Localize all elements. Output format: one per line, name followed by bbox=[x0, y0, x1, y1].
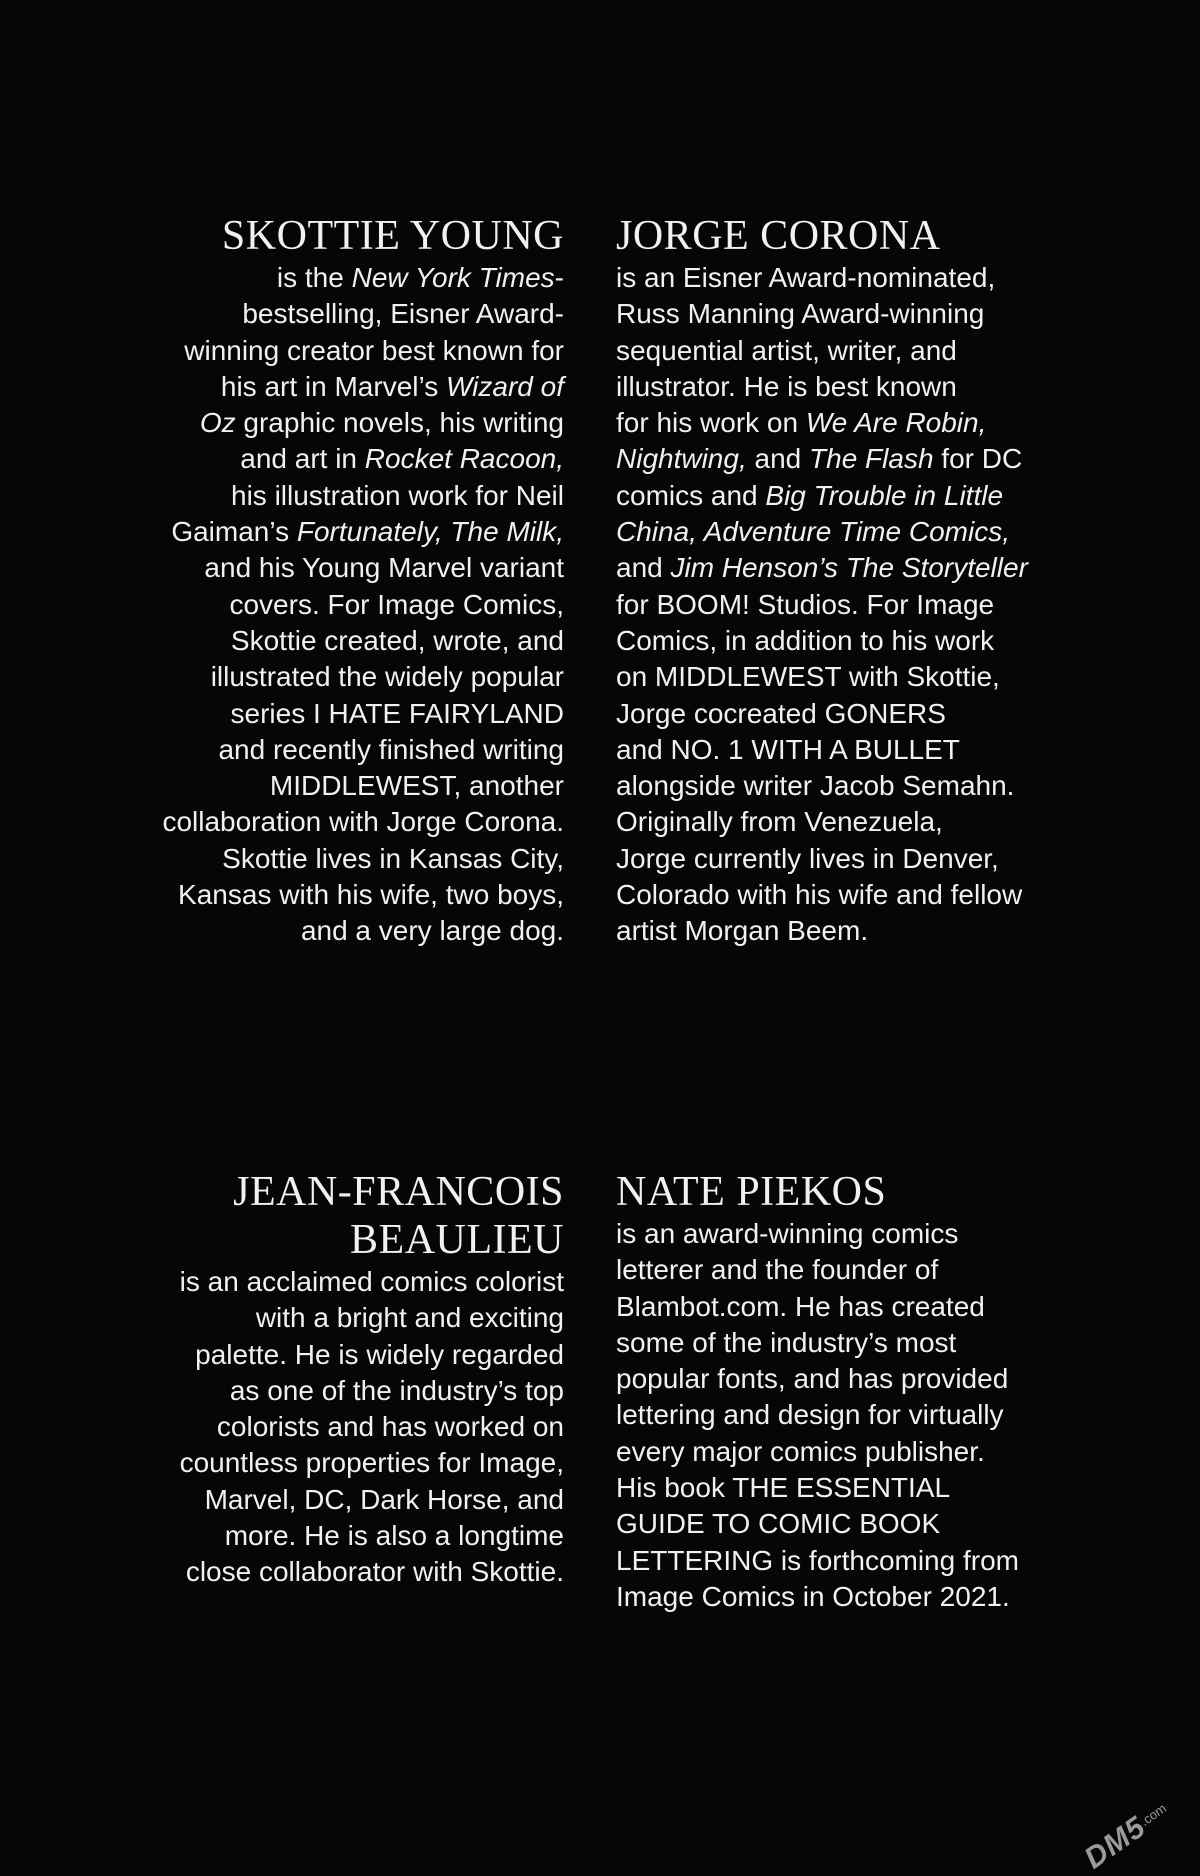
bio-line: his art in Marvel’s Wizard of bbox=[220, 370, 564, 402]
bio-line: lettering and design for virtually bbox=[616, 1399, 1004, 1431]
bio-line: with a bright and exciting bbox=[255, 1302, 564, 1334]
bio-line: Skottie created, wrote, and bbox=[230, 624, 564, 656]
bio-text bbox=[616, 1216, 1076, 1615]
bio-line: illustrated the widely popular bbox=[210, 661, 564, 693]
bio-line: letterer and the founder of bbox=[616, 1254, 939, 1286]
italic-title: Big Trouble in Little bbox=[765, 479, 1004, 511]
bio-line: LETTERING is forthcoming from bbox=[616, 1544, 1019, 1576]
bio-line: bestselling, Eisner Award- bbox=[242, 298, 564, 330]
bio-name: JORGE CORONA bbox=[616, 213, 941, 259]
watermark-suffix: .com bbox=[1137, 1800, 1170, 1829]
bio-line: Kansas with his wife, two boys, bbox=[178, 879, 564, 911]
bio-line: palette. He is widely regarded bbox=[195, 1338, 564, 1370]
italic-title: Nightwing, bbox=[616, 443, 747, 475]
bio-line: is an Eisner Award-nominated, bbox=[616, 262, 996, 293]
bio-line: alongside writer Jacob Semahn. bbox=[616, 770, 1015, 802]
bio-line: close collaborator with Skottie. bbox=[185, 1556, 564, 1588]
bio-line: collaboration with Jorge Corona. bbox=[162, 806, 564, 838]
bio-line: is the New York Times- bbox=[276, 262, 564, 293]
bio-line: and a very large dog. bbox=[300, 915, 564, 947]
bio-line: for BOOM! Studios. For Image bbox=[616, 588, 995, 620]
watermark-main: DM5 bbox=[1079, 1810, 1153, 1876]
bio-text bbox=[104, 1264, 564, 1591]
bio-line bbox=[616, 514, 1076, 550]
watermark-logo bbox=[1079, 1794, 1176, 1876]
bio-line: Oz graphic novels, his writing bbox=[199, 407, 564, 439]
bio-line: MIDDLEWEST, another bbox=[269, 770, 564, 802]
bio-line: on MIDDLEWEST with Skottie, bbox=[616, 661, 1000, 693]
bio-line: every major comics publisher. bbox=[616, 1435, 985, 1467]
bio-line: and Jim Henson’s The Storyteller bbox=[616, 552, 1028, 584]
bio-line: and his Young Marvel variant bbox=[204, 552, 564, 584]
bio-line: sequential artist, writer, and bbox=[616, 334, 957, 366]
bio-line: Marvel, DC, Dark Horse, and bbox=[204, 1483, 564, 1515]
bio-nate-piekos bbox=[616, 1168, 1076, 1615]
bio-line: artist Morgan Beem. bbox=[616, 915, 869, 947]
bio-line: covers. For Image Comics, bbox=[229, 588, 564, 620]
bio-text bbox=[616, 260, 1076, 950]
bio-line: and recently finished writing bbox=[218, 733, 564, 765]
italic-title: China, Adventure Time Comics, bbox=[616, 516, 1010, 548]
bio-jean-francois-beaulieu bbox=[104, 1168, 564, 1591]
bio-line: Jorge cocreated GONERS bbox=[616, 697, 946, 729]
bio-line: Skottie lives in Kansas City, bbox=[222, 842, 564, 874]
bio-text bbox=[104, 260, 564, 950]
bio-line: countless properties for Image, bbox=[179, 1447, 564, 1479]
italic-title: New York Times bbox=[351, 262, 555, 293]
bio-line: Gaiman’s Fortunately, The Milk, bbox=[171, 516, 564, 548]
bio-line: series I HATE FAIRYLAND bbox=[230, 697, 564, 729]
italic-title: Wizard of bbox=[445, 370, 564, 402]
bio-line: Jorge currently lives in Denver, bbox=[616, 842, 999, 874]
bio-jorge-corona bbox=[616, 212, 1076, 950]
bio-line: popular fonts, and has provided bbox=[616, 1363, 1009, 1395]
bio-line: some of the industry’s most bbox=[616, 1326, 957, 1358]
bio-line: winning creator best known for bbox=[184, 334, 564, 366]
bio-name bbox=[104, 1168, 564, 1264]
bio-line: Russ Manning Award-winning bbox=[616, 298, 985, 330]
italic-title: Rocket Racoon, bbox=[364, 443, 564, 475]
bio-line: Nightwing, and The Flash for DC bbox=[616, 443, 1023, 475]
bio-line: illustrator. He is best known bbox=[616, 370, 957, 402]
bio-line: his illustration work for Neil bbox=[231, 479, 564, 511]
bio-line: more. He is also a longtime bbox=[224, 1520, 564, 1552]
bio-line: Comics, in addition to his work bbox=[616, 624, 995, 656]
bio-line: Blambot.com. He has created bbox=[616, 1290, 985, 1322]
bio-line: His book THE ESSENTIAL bbox=[616, 1472, 951, 1504]
bio-line: Colorado with his wife and fellow bbox=[616, 879, 1023, 911]
italic-title: Jim Henson’s The Storyteller bbox=[670, 552, 1028, 584]
bio-skottie-young bbox=[104, 212, 564, 950]
bio-line: is an acclaimed comics colorist bbox=[179, 1266, 564, 1297]
bio-line: for his work on We Are Robin, bbox=[616, 407, 987, 439]
bio-line: comics and Big Trouble in Little bbox=[616, 479, 1004, 511]
bio-line: colorists and has worked on bbox=[216, 1411, 564, 1443]
bio-name: SKOTTIE YOUNG bbox=[221, 213, 564, 259]
bio-line: and NO. 1 WITH A BULLET bbox=[616, 733, 960, 765]
bio-name: NATE PIEKOS bbox=[616, 1169, 887, 1215]
italic-title: The Flash bbox=[809, 443, 934, 475]
bio-line: and art in Rocket Racoon, bbox=[240, 443, 564, 475]
bio-line: is an award-winning comics bbox=[616, 1218, 959, 1249]
bio-line: as one of the industry’s top bbox=[229, 1374, 564, 1406]
italic-title: Oz bbox=[199, 407, 236, 439]
bio-name-line-2: BEAULIEU bbox=[350, 1217, 564, 1263]
bio-line: Originally from Venezuela, bbox=[616, 806, 943, 838]
bio-line: GUIDE TO COMIC BOOK bbox=[616, 1508, 941, 1540]
bio-name-line-1: JEAN-FRANCOIS bbox=[233, 1169, 564, 1215]
italic-title: We Are Robin, bbox=[805, 407, 987, 439]
italic-title: Fortunately, The Milk, bbox=[296, 516, 564, 548]
bio-line: Image Comics in October 2021. bbox=[616, 1580, 1010, 1612]
